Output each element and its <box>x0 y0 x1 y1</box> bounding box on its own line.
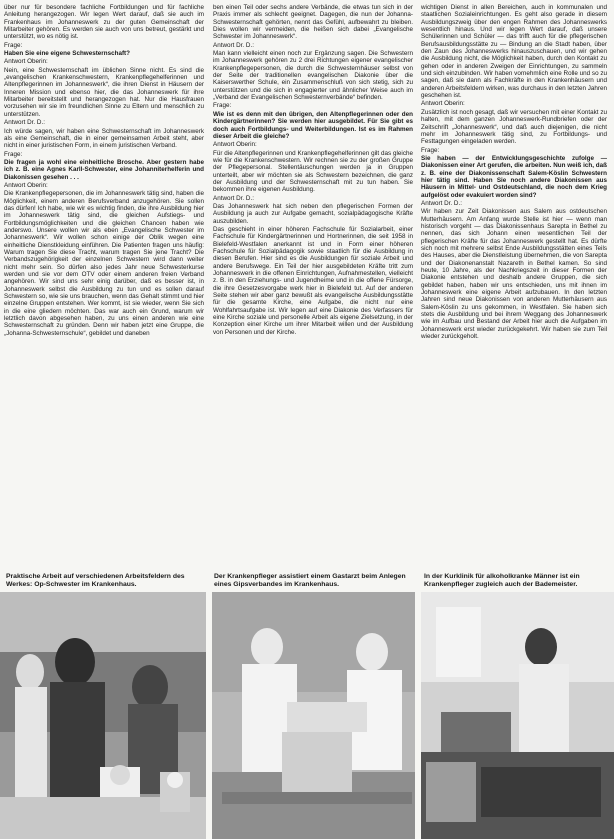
speaker-label: Frage: <box>421 146 440 154</box>
paragraph: wichtigen Dienst in allen Bereichen, auch in kommunalen und staatlichen Sozialeinrichtungen. Es geht also gerade in diesem Ausbildungszweig über den engen Rahmen des Johanneswerks wesentlich hinaus. Und wir legen Wert darauf, daß unsere Schülerinnen und Schüler — das trifft auch für die pflegerischen Berufsausbildungsstätte zu — Bindung an die Stadt haben, über den Zaun des Johanneswerks hinauszuschauen, und wir gehen die Ausbildung nicht, die Möglichkeit haben, durch den Kontakt zu gehen oder in anderen Zweigen der Einrichtungen, zu sammeln und sich einzubinden. Wir haben vornehmlich eine Rolle und so zu sagen, daß sie dann als Fachkräfte in den Krankenhäusern und anderen Arbeitsfeldern wirken, was durchaus in den letzten Jahren geschehen ist. <box>421 4 607 100</box>
paragraph: Man kann vielleicht einen noch zur Ergänzung sagen. Die Schwestern im Johanneswerk gehören zu 2 drei Richtungen eigener evangelischer Krankenpflegepersonen, die durch die Schwesternhäuser selbst von der Seite der traditionellen evangelischen Diakonie über die Kaiserswerther Schule, ein Zusammenschluß von sich stetig, sich zu unterstützen und die sich in engagierter und ähnlicher Weise auch im „Verband der Evangelischen Schwesternverbände“ befinden. <box>213 50 413 102</box>
speaker-label: Antwort Dr. D.: <box>4 119 45 127</box>
paragraph: über nur für besondere fachliche Fortbildungen und für fachliche Anleitung herangezogen. Wir legen Wert darauf, daß sie auch im Frankenhaus im Johanneswerk zu der guten Gemeinschaft der Mitarbeiter gehören. Es werden sie auch von uns betreut, gestärkt und unterstützt, wo es nötig ist. <box>4 4 204 41</box>
speaker-label: Antwort Oberin: <box>4 58 48 66</box>
speaker-label: Frage: <box>213 102 232 110</box>
speaker-label: Antwort Oberin: <box>421 100 465 108</box>
photo-caption-1: Praktische Arbeit auf verschiedenen Arbeitsfeldern des Werkes: Op-Schwester im Krankenhaus. <box>6 573 185 588</box>
paragraph: Zusätzlich ist noch gesagt, daß wir versuchen mit einer Kontakt zu halten, mit dem ganzen Johanneswerk-Rundbriefen oder der Zeitschrift „Johanneswerk“, und daß auch diejenigen, die nicht mehr im Johanneswerk tätig sind, zu Fortbildungs- und Festtagungen eingeladen werden. <box>421 108 607 146</box>
question-text: Sie haben — der Entwicklungsgeschichte zufolge — Diakonissen einer Art gerufen, die arbeiten. Nun weiß ich, daß z. B. eine der Diakonissenschaft Salem-Köslin Schwestern hier tätig sind. Haben Sie noch andere Diakonissen aus Häusern in Mittel- und Ostdeutschland, die noch dem Krieg aufgelöst oder evakuiert worden sind? <box>421 154 607 199</box>
question-text: Wie ist es denn mit den übrigen, den Altenpflegerinnen oder den Kindergärtnerinnen? Sie werden hier ausgebildet. Für Sie gibt es doch auch Fortbildungs- und Weiterbildungen. Ist es im Rahmen dieser Arbeit die gleiche? <box>213 110 413 140</box>
speaker-label: Antwort Oberin: <box>213 141 257 149</box>
text-column-1 <box>4 4 204 566</box>
paragraph: Das Johanneswerk hat sich neben den pflegerischen Formen der Ausbildung ja auch zur Aufgabe gemacht, sozialpädagogische Kräfte auszubilden. <box>213 202 413 225</box>
speaker-label: Antwort Dr. D.: <box>213 41 254 49</box>
text-column-3 <box>421 4 607 566</box>
photo-caption-3: In der Kurklinik für alkoholkranke Männer ist ein Krankenpfleger zugleich auch der Bademeister. <box>424 573 580 588</box>
paragraph: Nein, eine Schwesternschaft im üblichen Sinne nicht. Es sind die „evangelischen Krankenschwestern, Krankenpflegehelferinnen und Altenpflegerinnen im Johanneswerk“, die ihren Dienst in Häusern der Inneren Mission und ebenso hier, die das Johanneswerk für ihre Mitarbeiter bereitstellt und herangezogen hat. Nur die Hausfrauen vorzusehen wir sie im freundlichen Sinne zu Eltern und menschlich zu unterstützen. <box>4 66 204 118</box>
speaker-label: Antwort Dr. D.: <box>213 194 254 202</box>
speaker-label: Antwort Oberin: <box>4 181 48 189</box>
photo-plaster-cast <box>212 592 415 839</box>
photo-op-nurse <box>0 592 206 839</box>
paragraph: Für die Altenpflegerinnen und Krankenpflegehelferinnen gilt das gleiche wie für die Krankenschwestern. Wir rechnen sie zu der großen Gruppe der Pflegepersonal. Stellentäuschungen werden ja in Gruppen unterteilt, aber wir möchten sie als Schwestern bezeichnen, die ganz der Ausbildung und der Schwesternschaft mit zu tun haben. Sie bekommen ihre eigenen Ausbildung. <box>213 149 413 194</box>
question-text: Haben Sie eine eigene Schwesternschaft? <box>4 50 130 58</box>
paragraph: ben einen Teil oder sechs andere Verbände, die etwas tun sich in der Praxis immer als schlecht geeignet. Dagegen, die nun der Johanna-Schwesternschaft gehörten, nennt das Gefühl, aufbewahrt zu bleiben. Dies wollen wir vermeiden, die heißen sich dabei „Evangelische Schwester im Johanneswerk“. <box>213 4 413 41</box>
paragraph: Die Krankenpflegepersonen, die im Johanneswerk tätig sind, haben die Möglichkeit, einem anderen Berufsverband anzugehören. Sie sollen das dürfen! Ich habe, wie wir es wichtig finden, die ihre Ausbildung hier im Johanneswerk tätig sind, die gleichen Aufstiegs- und Fortbildungsmöglichkeiten und die gleichen Chancen haben wie anderswo. Unsere wollen wir als eben „Evangelische Schwester im Johanneswerk“. Wir wollen schon einige der Oblik wegen eine einheitliche Dienstkleidung einführen. Die Patienten fragen uns häufig: Warum tragen Sie diese Tracht, warum tragen Sie jene Tracht? Die Verbandszugehörigkeit der einzelnen Schwestern wird dann weiter nicht mehr sein. So dürfen also jedes Jahr neue Schwesterkurse werden und sie vor dem OTV oder einem anderen freien Verband angehören. Wir sind uns sehr einig darüber, daß es besser ist, in Johanneswerk selbst die Ausbildung zu tun und es sollen darauf Schwestern so, wie sie uns brauchen, wenn das Gehalt stimmt und hier einzelne Gruppen entstehen. Wer kommt, ist sie wieder, wenn Sie sich in die eine gliedern möchten. Das war auch ein Grund, warum wir letztlich davon abgesehen haben, zu uns einen anderen wie eine Schwesternschaft zu gründen. Denn wir haben jetzt eine Gruppe, die „Johanna-Schwesternschule“, gebildet und daneben <box>4 190 204 337</box>
speaker-label: Frage: <box>4 41 23 49</box>
paragraph: Ich würde sagen, wir haben eine Schwesternschaft im Johanneswerk als eine Gemeinschaft, die in einer gemeinsamen Arbeit steht, aber nicht in einer juristischen Form, in einem juristischen Verband. <box>4 127 204 150</box>
photo-caption-2: Der Krankenpfleger assistiert einem Gastarzt beim Anlegen eines Gipsverbandes im Krankenhaus. <box>214 573 406 588</box>
speaker-label: Frage: <box>4 150 23 158</box>
text-column-2 <box>213 4 413 566</box>
photo-bath-attendant <box>421 592 614 839</box>
question-text: Die fragen ja wohl eine einheitliche Brosche. Aber gestern habe ich z. B. eine Agnes Karll-Schwester, eine Johanniterhelferin und Diakonissen gesehen . . . <box>4 158 204 181</box>
paragraph: Das geschieht in einer höheren Fachschule für Sozialarbeit, einer Fachschule für Kindergärtnerinnen und Hortnerinnen, die seit 1958 in Bielefeld-Westfalen anerkannt ist und in Form einer höheren Fachschule für Sozialpädagogik sowie staatlich für die Ausbildung in diesen Berufen. Hier sind es die Ausbildungen für soziale Arbeit und andere Berufswege. Ein Teil der hier ausgebildeten Kräfte tritt zum Johanneswerk in die offenen Einrichtungen, Aufnahmestellen, vielleicht z. B. in den Erziehungs- und Jugendheime und in die offene Fürsorge, die ihre Gesetzesvorgabe werk hier in Bielefeld tut. Auf der anderen Seite stehen wir aber ganz bewußt als evangelische Ausbildungsstätte für die gesamte Kirche, eine Aufgabe, die nicht nur eine Wohlfahrtsaufgabe ist. Wir legen auf eine Diakonie des Verfassers für eine Kirche soziale und personelle Arbeit als eigene Zielsetzung, in der Konzeption einer Kirche um ihrer Mitarbeit willen und der Ausbildung von Personen und der Kirche. <box>213 225 413 336</box>
speaker-label: Antwort Dr. D.: <box>421 199 462 207</box>
paragraph: Wir haben zur Zeit Diakonissen aus Salem aus ostdeutschen Mutterhäusern. Am Anfang wurde Stelle ist hier — wenn man historisch vorgeht — das Diakonissenhaus Sarepta in Bethel zu nennen, das sich Johann einen wesentlichen Teil der pflegerischen Kräfte für das Johanneswerk gestellt hat. Es dürfte sich noch mit mehrere selbst Ende Ausbildungsstätten eines Teils des Hauses, aber die Dienstleistung übernehmen, die von Sarepta und der Diakonenanstalt Nazareth in Bethel kamen. So sind heute, 10 Jahre, als der Nachkriegszeit in dieser Formen der Diakonie entstehen und deshalb andere Gruppen, die sich gebildet haben, haben wir uns entschieden, uns mit ihnen im Johanneswerk eine eigene Arbeit aufzubauen. In den letzten Jahren sind neue Diakonissen von anderen Mutterhäusern aus Salem-Köslin zu uns gekommen, in Westfalen. Sie haben sich stets die Ausbildung und bei ihrem Weggang des Johanneswerk wie im Aufbau und Bestand der Arbeit hier auch die Aufgaben im Johanneswerk erst wieder zurückgekehrt. Wir haben sie zum Teil wieder zurückgeholt. <box>421 208 607 341</box>
